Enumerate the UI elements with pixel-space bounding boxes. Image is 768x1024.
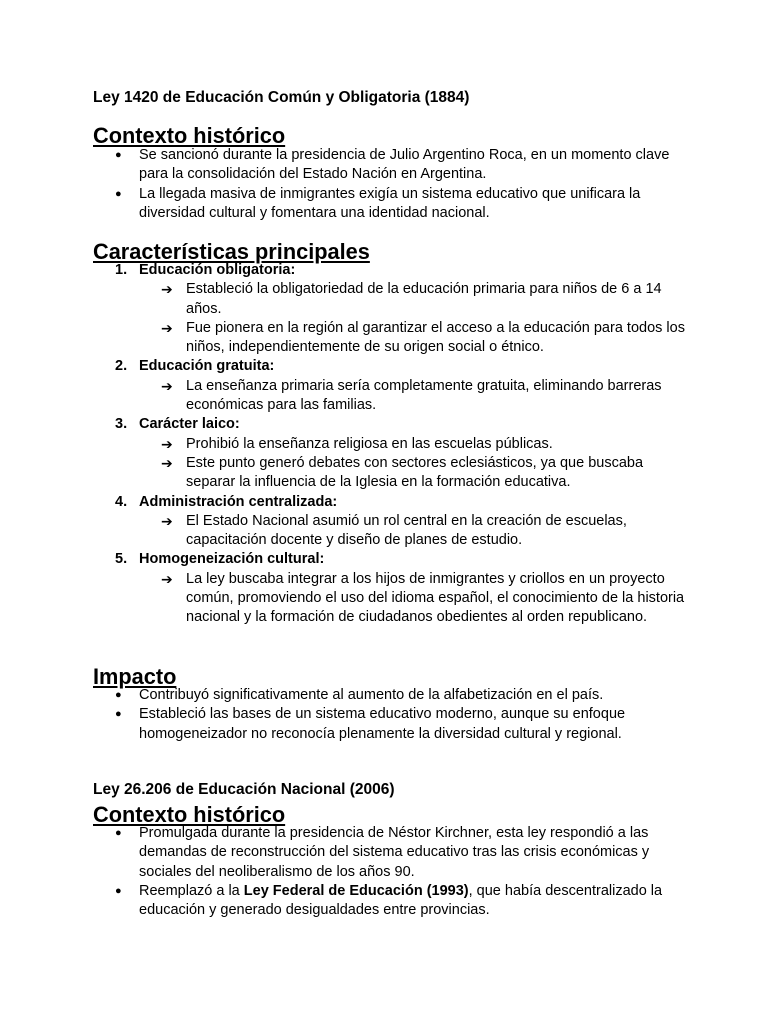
ley1420-contexto-list [0, 146, 768, 223]
ley1420-contexto-heading: Contexto histórico [93, 123, 286, 148]
bullet-icon: ● [115, 187, 122, 200]
list-item: ● La llegada masiva de inmigrantes exigía un sistema educativo que unificara la diversidad cultural y fomentara una identidad nacional. [115, 185, 641, 221]
numbered-item: 5. Homogeneización cultural: ➔ La ley buscaba integrar a los hijos de inmigrantes y criollos en un proyecto común, promoviendo el uso del idioma español, el conocimiento de la historia nacional y la formación de ciudadanos obedientes al orden republicano. [0, 550, 768, 627]
bullet-icon: ● [115, 689, 122, 701]
ley1420-impacto-list [0, 686, 768, 744]
list-item: ● Contribuyó significativamente al aumento de la alfabetización en el país. [0, 686, 768, 705]
sub-item: ➔ Fue pionera en la región al garantizar el acceso a la educación para todos los niños, independientemente de su origen social o étnico. [161, 319, 685, 356]
ley1420-caracteristicas-list [0, 261, 768, 628]
sub-item: ➔ El Estado Nacional asumió un rol central en la creación de escuelas, capacitación docente y diseño de planes de estudio. [161, 512, 627, 549]
list-item: ● Estableció las bases de un sistema educativo moderno, aunque su enfoque homogeneizador no reconocía plenamente la diversidad cultural y regional. [115, 706, 626, 742]
ley1420-caracteristicas-heading: Características principales [93, 239, 370, 264]
bullet-icon: ● [115, 149, 122, 161]
list-item: ● Se sancionó durante la presidencia de Julio Argentino Roca, en un momento clave para la consolidación del Estado Nación en Argentina. [115, 147, 670, 183]
ley1420-impacto-heading: Impacto [93, 664, 177, 689]
ley1420-title: Ley 1420 de Educación Común y Obligatoria (1884) [93, 89, 470, 106]
sub-item: ➔ Prohibió la enseñanza religiosa en las escuelas públicas. [0, 435, 768, 454]
arrow-icon: ➔ [161, 319, 173, 336]
bullet-icon: ● [115, 708, 122, 721]
bullet-icon: ● [115, 884, 122, 897]
arrow-icon: ➔ [161, 435, 173, 452]
arrow-icon: ➔ [161, 512, 173, 529]
arrow-icon: ➔ [161, 454, 173, 471]
sub-item: ➔ La enseñanza primaria sería completamente gratuita, eliminando barreras económicas para las familias. [161, 377, 662, 414]
ley-federal-reference: Ley Federal de Educación (1993) [243, 882, 469, 899]
ley26206-contexto-heading: Contexto histórico [93, 802, 286, 827]
bullet-icon: ● [115, 827, 122, 839]
sub-item: ➔ Este punto generó debates con sectores eclesiásticos, ya que buscaba separar la influencia de la Iglesia en la formación educativa. [161, 454, 644, 491]
list-item: ● Promulgada durante la presidencia de Néstor Kirchner, esta ley respondió a las demandas de reconstrucción del sistema educativo tras las crisis económicas y sociales del neoliberalismo de los años 90. [115, 825, 650, 880]
numbered-item: 3. Carácter laico: ➔ Prohibió la enseñanza religiosa en las escuelas públicas. ➔ Este punto generó debates con sectores eclesiásticos, ya que buscaba separar la influencia de la Iglesia en la formación educativa. [0, 415, 768, 492]
sub-item: ➔ La ley buscaba integrar a los hijos de inmigrantes y criollos en un proyecto común, promoviendo el uso del idioma español, el conocimiento de la historia nacional y la formación de ciudadanos obedientes al orden republicano. [161, 570, 685, 626]
sub-item: ➔ Estableció la obligatoriedad de la educación primaria para niños de 6 a 14 años. [161, 281, 662, 317]
arrow-icon: ➔ [161, 570, 173, 587]
numbered-item: 4. Administración centralizada: ➔ El Estado Nacional asumió un rol central en la creación de escuelas, capacitación docente y diseño de planes de estudio. [0, 493, 768, 551]
ley26206-contexto-list [0, 824, 768, 920]
numbered-item: 2. Educación gratuita: ➔ La enseñanza primaria sería completamente gratuita, eliminando barreras económicas para las familias. [0, 357, 768, 415]
ley26206-title: Ley 26.206 de Educación Nacional (2006) [93, 781, 395, 798]
arrow-icon: ➔ [161, 377, 173, 394]
list-item: ● Reemplazó a la Ley Federal de Educación (1993), que había descentralizado la educación y generado desigualdades entre provincias. [115, 882, 663, 919]
arrow-icon: ➔ [161, 281, 173, 298]
numbered-item: 1. Educación obligatoria: ➔ Estableció la obligatoriedad de la educación primaria para niños de 6 a 14 años. ➔ Fue pionera en la región al garantizar el acceso a la educación para todos los niños, independientemente de su origen social o étnico. [0, 261, 768, 357]
